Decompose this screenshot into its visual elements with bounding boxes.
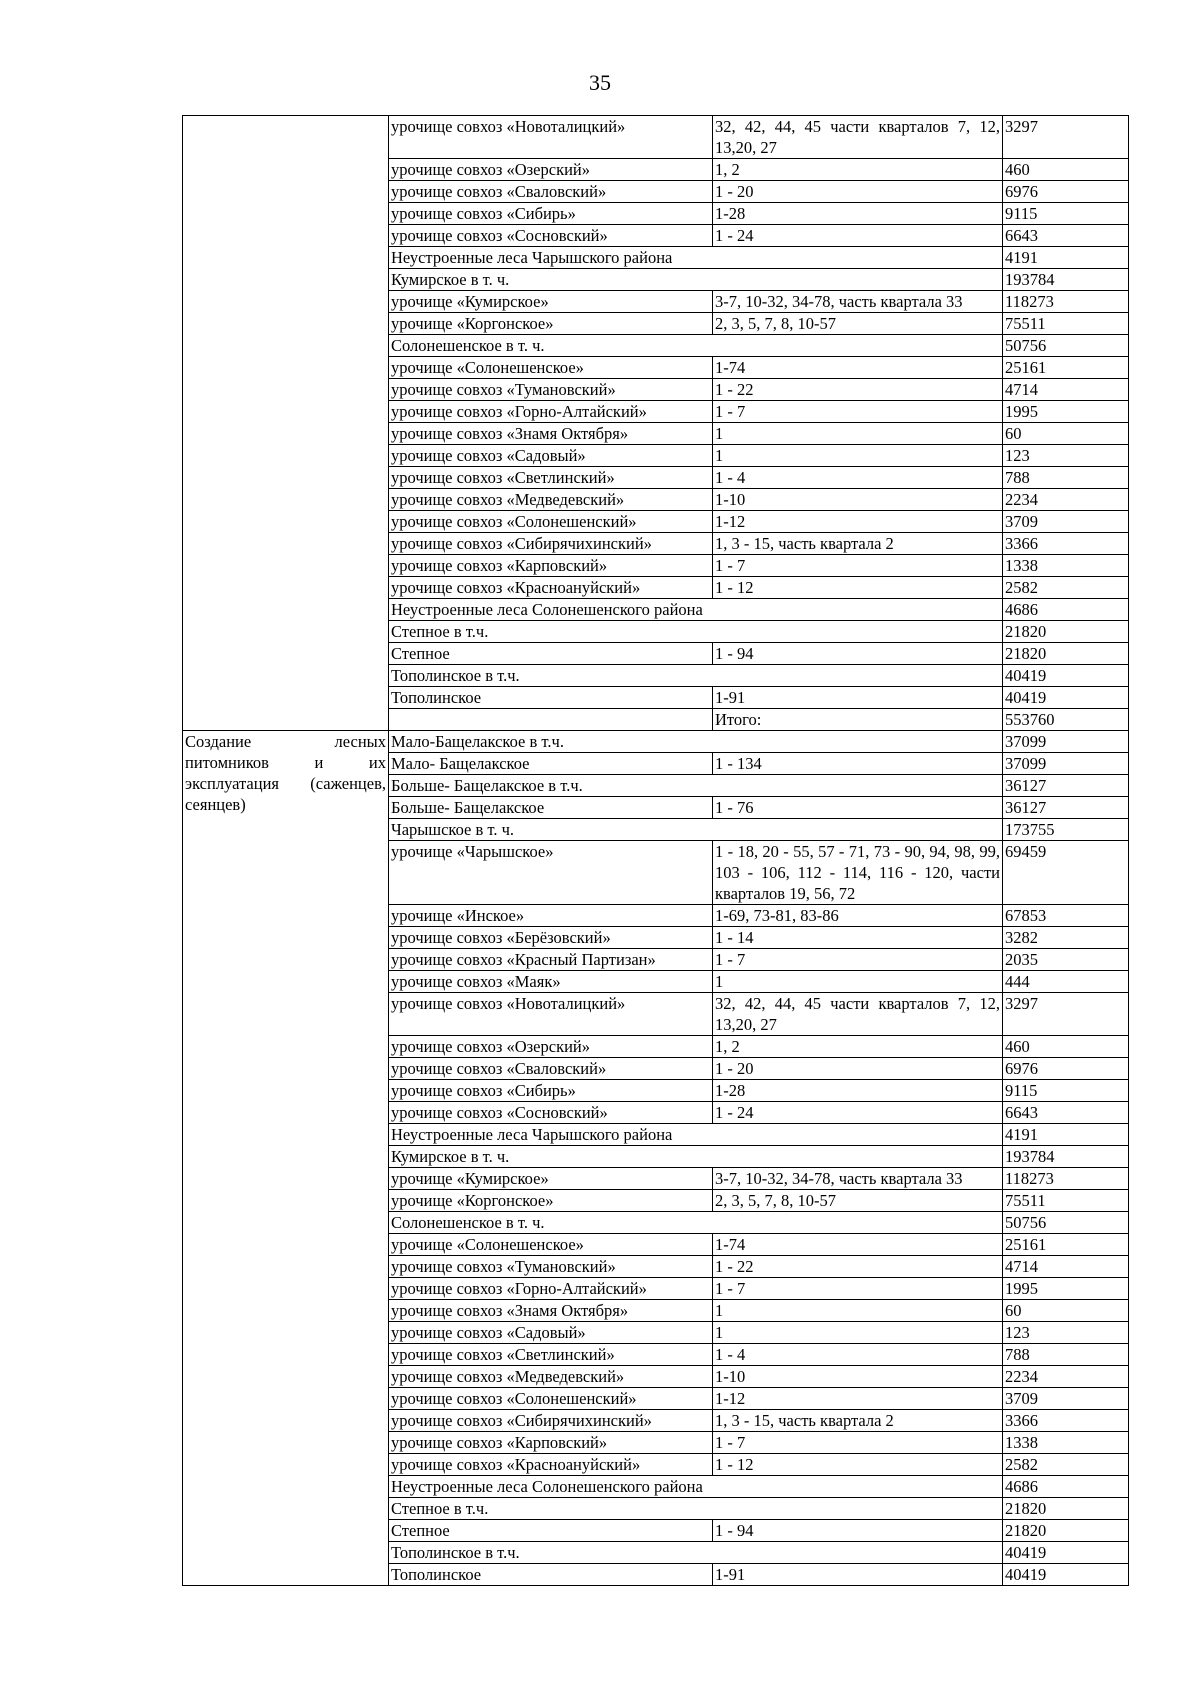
row-blocks: 1-10: [713, 1366, 1003, 1388]
row-area: 193784: [1003, 1146, 1129, 1168]
row-name: урочище совхоз «Горно-Алтайский»: [389, 1278, 713, 1300]
row-blocks: 2, 3, 5, 7, 8, 10-57: [713, 313, 1003, 335]
row-name: урочище совхоз «Озерский»: [389, 1036, 713, 1058]
row-area: 444: [1003, 971, 1129, 993]
row-area: 4191: [1003, 247, 1129, 269]
row-name: урочище совхоз «Знамя Октября»: [389, 423, 713, 445]
row-area: 21820: [1003, 621, 1129, 643]
row-name: урочище совхоз «Сваловский»: [389, 181, 713, 203]
row-name: урочище совхоз «Садовый»: [389, 1322, 713, 1344]
row-blocks: 1 - 22: [713, 379, 1003, 401]
row-area: 21820: [1003, 643, 1129, 665]
row-blocks: 1: [713, 423, 1003, 445]
row-area: 788: [1003, 1344, 1129, 1366]
row-area: 21820: [1003, 1520, 1129, 1542]
row-name: Больше- Бащелакское: [389, 797, 713, 819]
row-blocks: 3-7, 10-32, 34-78, часть квартала 33: [713, 1168, 1003, 1190]
row-blocks: 1 - 76: [713, 797, 1003, 819]
row-name: урочище совхоз «Берёзовский»: [389, 927, 713, 949]
row-area: 37099: [1003, 731, 1129, 753]
row-area: 123: [1003, 445, 1129, 467]
row-area: 460: [1003, 159, 1129, 181]
row-name: Степное в т.ч.: [389, 1498, 1003, 1520]
row-blocks: 1 - 14: [713, 927, 1003, 949]
row-blocks: 1 - 134: [713, 753, 1003, 775]
row-area: 3297: [1003, 993, 1129, 1036]
row-name: урочище совхоз «Тумановский»: [389, 1256, 713, 1278]
row-name: урочище «Кумирское»: [389, 1168, 713, 1190]
row-blocks: 1-74: [713, 1234, 1003, 1256]
row-area: 75511: [1003, 313, 1129, 335]
row-name: Солонешенское в т. ч.: [389, 335, 1003, 357]
row-name: Мало-Бащелакское в т.ч.: [389, 731, 1003, 753]
row-name: Мало- Бащелакское: [389, 753, 713, 775]
row-area: 3709: [1003, 511, 1129, 533]
row-area: 50756: [1003, 335, 1129, 357]
row-blocks: 2, 3, 5, 7, 8, 10-57: [713, 1190, 1003, 1212]
row-area: 60: [1003, 423, 1129, 445]
row-blocks: 1-28: [713, 1080, 1003, 1102]
row-blocks: 1-91: [713, 687, 1003, 709]
row-blocks: 1 - 4: [713, 1344, 1003, 1366]
row-name: урочище совхоз «Сосновский»: [389, 1102, 713, 1124]
page-number: 35: [589, 70, 611, 95]
row-name: урочище совхоз «Сибирь»: [389, 203, 713, 225]
row-name: Степное: [389, 1520, 713, 1542]
row-blocks: 1: [713, 1300, 1003, 1322]
row-area: 1338: [1003, 555, 1129, 577]
row-blocks: 32, 42, 44, 45 части кварталов 7, 12, 13,20, 27: [713, 116, 1003, 159]
row-area: 118273: [1003, 291, 1129, 313]
row-area: 21820: [1003, 1498, 1129, 1520]
row-name: урочище совхоз «Светлинский»: [389, 1344, 713, 1366]
row-area: 460: [1003, 1036, 1129, 1058]
row-area: 123: [1003, 1322, 1129, 1344]
row-name: Тополинское в т.ч.: [389, 665, 1003, 687]
category-cell: [183, 731, 389, 1586]
row-blocks: 1 - 22: [713, 1256, 1003, 1278]
row-blocks: 1 - 7: [713, 1278, 1003, 1300]
row-name: [389, 709, 713, 731]
row-area: 4714: [1003, 1256, 1129, 1278]
row-name: урочище совхоз «Медведевский»: [389, 1366, 713, 1388]
row-area: 40419: [1003, 1564, 1129, 1586]
row-name: Кумирское в т. ч.: [389, 269, 1003, 291]
row-name: Тополинское в т.ч.: [389, 1542, 1003, 1564]
row-blocks: 1-28: [713, 203, 1003, 225]
row-name: Неустроенные леса Солонешенского района: [389, 599, 1003, 621]
row-name: урочище совхоз «Сосновский»: [389, 225, 713, 247]
row-name: урочище совхоз «Озерский»: [389, 159, 713, 181]
table-row: [183, 731, 1129, 753]
row-blocks: 1 - 7: [713, 401, 1003, 423]
row-blocks: 1, 2: [713, 1036, 1003, 1058]
row-area: 25161: [1003, 1234, 1129, 1256]
row-name: урочище «Чарышское»: [389, 841, 713, 905]
row-area: 1995: [1003, 1278, 1129, 1300]
row-blocks: 1 - 94: [713, 1520, 1003, 1542]
row-name: урочище совхоз «Тумановский»: [389, 379, 713, 401]
row-name: урочище совхоз «Новоталицкий»: [389, 116, 713, 159]
row-name: урочище совхоз «Знамя Октября»: [389, 1300, 713, 1322]
row-area: 1338: [1003, 1432, 1129, 1454]
row-name: Тополинское: [389, 1564, 713, 1586]
row-blocks: 1-12: [713, 511, 1003, 533]
row-name: Степное: [389, 643, 713, 665]
row-area: 193784: [1003, 269, 1129, 291]
row-name: урочище совхоз «Карповский»: [389, 1432, 713, 1454]
row-blocks: 1, 3 - 15, часть квартала 2: [713, 1410, 1003, 1432]
row-blocks: 1, 2: [713, 159, 1003, 181]
row-name: Неустроенные леса Чарышского района: [389, 1124, 1003, 1146]
row-area: 6643: [1003, 225, 1129, 247]
row-name: Неустроенные леса Чарышского района: [389, 247, 1003, 269]
row-blocks: 1-10: [713, 489, 1003, 511]
row-area: 2035: [1003, 949, 1129, 971]
row-blocks: 1-69, 73-81, 83-86: [713, 905, 1003, 927]
row-name: урочище совхоз «Сваловский»: [389, 1058, 713, 1080]
row-area: 37099: [1003, 753, 1129, 775]
row-blocks: 1 - 7: [713, 555, 1003, 577]
row-blocks: 1 - 4: [713, 467, 1003, 489]
row-name: Неустроенные леса Солонешенского района: [389, 1476, 1003, 1498]
row-blocks: Итого:: [713, 709, 1003, 731]
row-name: урочище «Солонешенское»: [389, 357, 713, 379]
row-area: 3282: [1003, 927, 1129, 949]
forest-table: [182, 115, 1129, 1586]
row-blocks: 1 - 20: [713, 1058, 1003, 1080]
row-area: 2582: [1003, 577, 1129, 599]
row-area: 3709: [1003, 1388, 1129, 1410]
row-blocks: 1-74: [713, 357, 1003, 379]
row-blocks: 1 - 20: [713, 181, 1003, 203]
row-area: 173755: [1003, 819, 1129, 841]
row-area: 67853: [1003, 905, 1129, 927]
row-name: урочище совхоз «Новоталицкий»: [389, 993, 713, 1036]
row-area: 3297: [1003, 116, 1129, 159]
row-blocks: 1 - 12: [713, 1454, 1003, 1476]
row-area: 4714: [1003, 379, 1129, 401]
row-blocks: 1-12: [713, 1388, 1003, 1410]
row-blocks: 1 - 24: [713, 225, 1003, 247]
row-name: урочище совхоз «Карповский»: [389, 555, 713, 577]
row-area: 36127: [1003, 775, 1129, 797]
row-name: урочище совхоз «Красноануйский»: [389, 577, 713, 599]
row-name: урочище совхоз «Солонешенский»: [389, 511, 713, 533]
row-blocks: 1 - 12: [713, 577, 1003, 599]
row-area: 3366: [1003, 533, 1129, 555]
row-blocks: 3-7, 10-32, 34-78, часть квартала 33: [713, 291, 1003, 313]
category-cell-blank: [183, 116, 389, 731]
row-name: Солонешенское в т. ч.: [389, 1212, 1003, 1234]
row-area: 50756: [1003, 1212, 1129, 1234]
row-area: 40419: [1003, 665, 1129, 687]
row-name: Кумирское в т. ч.: [389, 1146, 1003, 1168]
row-name: урочище «Коргонское»: [389, 1190, 713, 1212]
row-blocks: 1 - 18, 20 - 55, 57 - 71, 73 - 90, 94, 98, 99, 103 - 106, 112 - 114, 116 - 120, части кварталов 19, 56, 72: [713, 841, 1003, 905]
row-name: Тополинское: [389, 687, 713, 709]
row-name: урочище совхоз «Медведевский»: [389, 489, 713, 511]
category-label: Создание лесных питомников и их эксплуатация (саженцев, сеянцев): [185, 732, 386, 814]
row-blocks: 1 - 94: [713, 643, 1003, 665]
row-name: урочище совхоз «Солонешенский»: [389, 1388, 713, 1410]
row-area: 9115: [1003, 203, 1129, 225]
row-area: 69459: [1003, 841, 1129, 905]
row-name: урочище «Инское»: [389, 905, 713, 927]
row-blocks: 1 - 7: [713, 1432, 1003, 1454]
row-area: 2582: [1003, 1454, 1129, 1476]
row-area: 4191: [1003, 1124, 1129, 1146]
row-name: урочище «Солонешенское»: [389, 1234, 713, 1256]
row-name: урочище совхоз «Сибирячихинский»: [389, 533, 713, 555]
row-area: 2234: [1003, 1366, 1129, 1388]
row-area: 40419: [1003, 687, 1129, 709]
row-area: 3366: [1003, 1410, 1129, 1432]
row-area: 9115: [1003, 1080, 1129, 1102]
row-blocks: 1 - 7: [713, 949, 1003, 971]
row-name: урочище «Кумирское»: [389, 291, 713, 313]
row-area: 2234: [1003, 489, 1129, 511]
row-name: урочище совхоз «Красный Партизан»: [389, 949, 713, 971]
row-blocks: 32, 42, 44, 45 части кварталов 7, 12, 13,20, 27: [713, 993, 1003, 1036]
row-name: Больше- Бащелакское в т.ч.: [389, 775, 1003, 797]
row-name: Степное в т.ч.: [389, 621, 1003, 643]
row-name: урочище совхоз «Сибирячихинский»: [389, 1410, 713, 1432]
row-name: урочище совхоз «Светлинский»: [389, 467, 713, 489]
row-area: 75511: [1003, 1190, 1129, 1212]
row-area: 1995: [1003, 401, 1129, 423]
row-blocks: 1: [713, 445, 1003, 467]
row-name: Чарышское в т. ч.: [389, 819, 1003, 841]
row-name: урочище совхоз «Красноануйский»: [389, 1454, 713, 1476]
row-area: 25161: [1003, 357, 1129, 379]
row-area: 788: [1003, 467, 1129, 489]
row-blocks: 1, 3 - 15, часть квартала 2: [713, 533, 1003, 555]
row-area: 36127: [1003, 797, 1129, 819]
row-blocks: 1-91: [713, 1564, 1003, 1586]
row-area: 6976: [1003, 181, 1129, 203]
row-blocks: 1: [713, 1322, 1003, 1344]
row-area: 4686: [1003, 599, 1129, 621]
row-area: 6976: [1003, 1058, 1129, 1080]
row-name: урочище совхоз «Сибирь»: [389, 1080, 713, 1102]
row-area: 60: [1003, 1300, 1129, 1322]
row-area: 6643: [1003, 1102, 1129, 1124]
row-name: урочище совхоз «Садовый»: [389, 445, 713, 467]
row-blocks: 1 - 24: [713, 1102, 1003, 1124]
row-area: 553760: [1003, 709, 1129, 731]
table-row: [183, 116, 1129, 159]
row-name: урочище совхоз «Горно-Алтайский»: [389, 401, 713, 423]
row-area: 118273: [1003, 1168, 1129, 1190]
row-name: урочище совхоз «Маяк»: [389, 971, 713, 993]
row-name: урочище «Коргонское»: [389, 313, 713, 335]
row-blocks: 1: [713, 971, 1003, 993]
row-area: 4686: [1003, 1476, 1129, 1498]
row-area: 40419: [1003, 1542, 1129, 1564]
